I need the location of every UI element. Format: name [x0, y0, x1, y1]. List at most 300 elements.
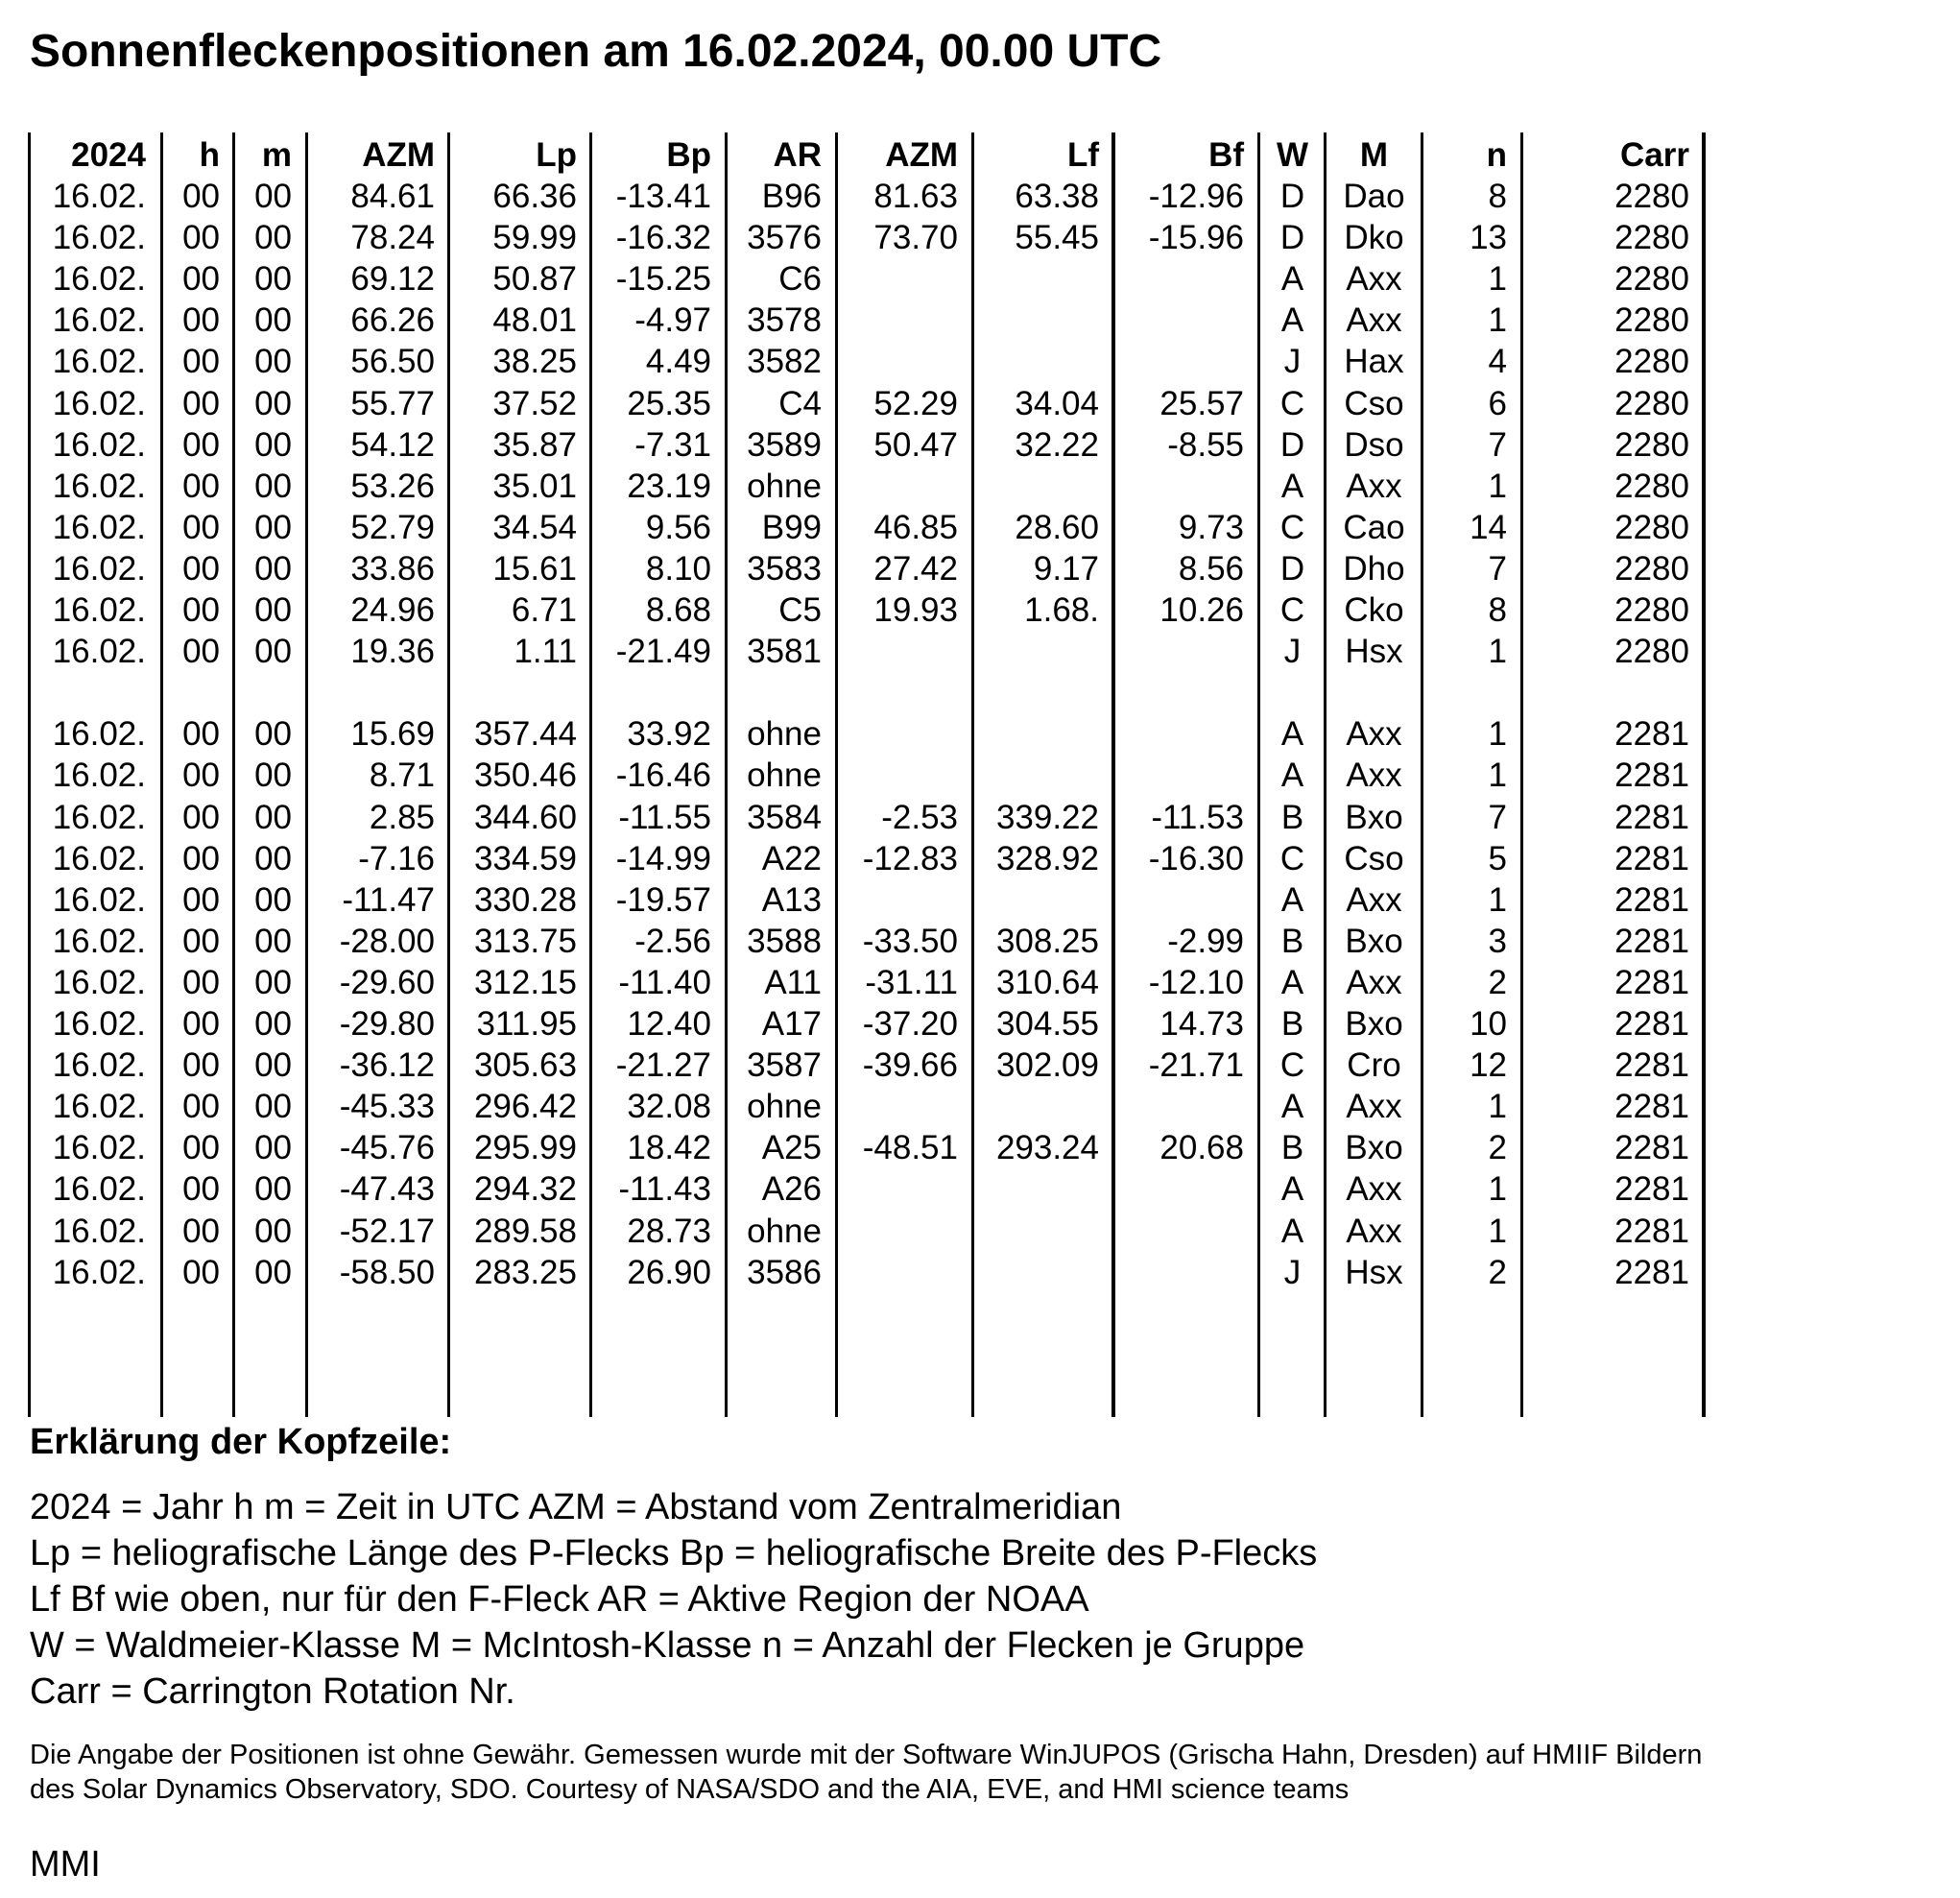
cell-azm-f: 73.70	[873, 219, 958, 256]
header-date: 2024	[71, 136, 146, 174]
cell-carrington: 2281	[1614, 964, 1689, 1001]
cell-minute: 00	[254, 1129, 292, 1166]
cell-bp: -19.57	[615, 881, 711, 919]
cell-waldmeier: A	[1280, 1088, 1304, 1125]
cell-hour: 00	[182, 509, 220, 546]
cell-bp: -11.40	[618, 964, 711, 1001]
cell-spot-count: 1	[1488, 260, 1507, 298]
cell-bp: -21.49	[615, 633, 711, 670]
cell-carrington: 2281	[1614, 1088, 1689, 1125]
cell-azm-p: 56.50	[350, 343, 435, 380]
cell-mcintosh: Cko	[1344, 591, 1404, 629]
cell-bp: 28.73	[627, 1213, 711, 1250]
cell-date: 16.02.	[52, 509, 146, 546]
cell-bf: 9.73	[1178, 509, 1244, 546]
cell-ar: ohne	[747, 757, 822, 794]
cell-bf: -21.71	[1148, 1046, 1244, 1084]
cell-ar: A26	[761, 1170, 822, 1208]
cell-azm-f: 81.63	[873, 178, 958, 215]
cell-azm-p: -29.60	[339, 964, 435, 1001]
cell-lf: 32.22	[1015, 426, 1099, 464]
cell-bf	[1052, 1211, 1244, 1252]
cell-lp: 334.59	[473, 840, 577, 877]
cell-date: 16.02.	[52, 426, 146, 464]
cell-spot-count: 14	[1470, 509, 1507, 546]
cell-spot-count: 1	[1488, 1088, 1507, 1125]
cell-spot-count: 10	[1470, 1005, 1507, 1043]
cell-waldmeier: A	[1280, 468, 1304, 505]
cell-date: 16.02.	[52, 219, 146, 256]
cell-spot-count: 8	[1488, 591, 1507, 629]
header-carrington: Carr	[1620, 136, 1689, 174]
cell-lp: 48.01	[492, 301, 577, 339]
cell-lf: 9.17	[1033, 550, 1099, 588]
cell-waldmeier: C	[1279, 385, 1305, 422]
cell-lp: 295.99	[473, 1129, 577, 1166]
cell-ar: A25	[761, 1129, 822, 1166]
cell-carrington: 2281	[1614, 799, 1689, 836]
cell-carrington: 2281	[1614, 881, 1689, 919]
cell-bp: 25.35	[627, 385, 711, 422]
cell-waldmeier: C	[1279, 591, 1305, 629]
disclaimer-line: Die Angabe der Positionen ist ohne Gewähr. Gemessen wurde mit der Software WinJUPOS (Grischa Hahn, Dresden) auf HMIIF Bildern	[30, 1740, 1703, 1770]
cell-carrington: 2280	[1614, 550, 1689, 588]
cell-bf	[1052, 466, 1244, 507]
cell-bf: -15.96	[1148, 219, 1244, 256]
cell-date: 16.02.	[52, 1005, 146, 1043]
cell-mcintosh: Axx	[1346, 1213, 1402, 1250]
cell-bf: 8.56	[1178, 550, 1244, 588]
cell-azm-f: 46.85	[873, 509, 958, 546]
cell-spot-count: 2	[1488, 1129, 1507, 1166]
cell-bf	[1052, 713, 1244, 755]
cell-ar: A17	[761, 1005, 822, 1043]
cell-ar: 3576	[747, 219, 822, 256]
cell-carrington: 2281	[1614, 1254, 1689, 1291]
cell-waldmeier: J	[1283, 343, 1302, 380]
cell-spot-count: 4	[1488, 343, 1507, 380]
cell-spot-count: 12	[1470, 1046, 1507, 1084]
cell-spot-count: 1	[1488, 881, 1507, 919]
cell-minute: 00	[254, 509, 292, 546]
legend-line: W = Waldmeier-Klasse M = McIntosh-Klasse n = Anzahl der Flecken je Gruppe	[30, 1625, 1305, 1666]
cell-bf: -11.53	[1151, 799, 1244, 836]
cell-minute: 00	[254, 219, 292, 256]
page-title: Sonnenfleckenpositionen am 16.02.2024, 00.00 UTC	[30, 26, 1162, 77]
cell-azm-p: 54.12	[350, 426, 435, 464]
cell-bp: 26.90	[627, 1254, 711, 1291]
header-hour: h	[199, 136, 220, 174]
cell-hour: 00	[182, 757, 220, 794]
cell-mcintosh: Hsx	[1345, 1254, 1403, 1291]
cell-bf	[1052, 879, 1244, 921]
cell-bf	[1052, 1168, 1244, 1210]
cell-date: 16.02.	[52, 1129, 146, 1166]
cell-azm-p: -45.33	[339, 1088, 435, 1125]
header-azm-p: AZM	[362, 136, 435, 174]
cell-lf: 302.09	[995, 1046, 1099, 1084]
cell-lf: 63.38	[1015, 178, 1099, 215]
cell-mcintosh: Dao	[1343, 178, 1405, 215]
cell-lp: 50.87	[492, 260, 577, 298]
cell-waldmeier: A	[1280, 1170, 1304, 1208]
cell-hour: 00	[182, 923, 220, 960]
cell-carrington: 2280	[1614, 178, 1689, 215]
cell-lp: 37.52	[492, 385, 577, 422]
cell-carrington: 2281	[1614, 1129, 1689, 1166]
cell-ar: A22	[761, 840, 822, 877]
cell-azm-p: -28.00	[339, 923, 435, 960]
cell-lf: 304.55	[995, 1005, 1099, 1043]
cell-minute: 00	[254, 260, 292, 298]
cell-waldmeier: A	[1280, 301, 1304, 339]
cell-ar: 3587	[747, 1046, 822, 1084]
cell-waldmeier: D	[1279, 426, 1305, 464]
cell-spot-count: 2	[1488, 964, 1507, 1001]
cell-ar: ohne	[747, 1088, 822, 1125]
cell-azm-p: 15.69	[350, 715, 435, 753]
cell-bf	[1052, 1252, 1244, 1293]
cell-waldmeier: A	[1280, 260, 1304, 298]
cell-minute: 00	[254, 840, 292, 877]
cell-date: 16.02.	[52, 550, 146, 588]
cell-hour: 00	[182, 1129, 220, 1166]
cell-bp: -4.97	[634, 301, 711, 339]
cell-azm-f: -2.53	[881, 799, 958, 836]
cell-hour: 00	[182, 1254, 220, 1291]
cell-lp: 305.63	[473, 1046, 577, 1084]
cell-minute: 00	[254, 715, 292, 753]
cell-bp: -15.25	[615, 260, 711, 298]
cell-date: 16.02.	[52, 385, 146, 422]
cell-spot-count: 3	[1488, 923, 1507, 960]
cell-azm-f: 50.47	[873, 426, 958, 464]
cell-lp: 296.42	[473, 1088, 577, 1125]
cell-bp: 18.42	[627, 1129, 711, 1166]
cell-spot-count: 1	[1488, 468, 1507, 505]
cell-waldmeier: C	[1279, 509, 1305, 546]
cell-waldmeier: B	[1280, 1005, 1304, 1043]
cell-bf: 20.68	[1159, 1129, 1244, 1166]
cell-mcintosh: Bxo	[1345, 923, 1403, 960]
cell-waldmeier: B	[1280, 799, 1304, 836]
cell-waldmeier: A	[1280, 1213, 1304, 1250]
cell-date: 16.02.	[52, 840, 146, 877]
cell-carrington: 2281	[1614, 757, 1689, 794]
cell-carrington: 2280	[1614, 509, 1689, 546]
legend-line: Lf Bf wie oben, nur für den F-Fleck AR = Aktive Region der NOAA	[30, 1579, 1089, 1620]
cell-mcintosh: Axx	[1346, 468, 1402, 505]
cell-azm-p: -7.16	[358, 840, 435, 877]
cell-bp: -13.41	[615, 178, 711, 215]
cell-spot-count: 13	[1470, 219, 1507, 256]
cell-bf: 10.26	[1159, 591, 1244, 629]
cell-bp: 12.40	[627, 1005, 711, 1043]
cell-bf	[1052, 631, 1244, 672]
cell-waldmeier: D	[1279, 219, 1305, 256]
cell-bp: -21.27	[615, 1046, 711, 1084]
cell-lp: 311.95	[476, 1005, 577, 1043]
cell-spot-count: 7	[1488, 799, 1507, 836]
cell-lf: 1.68.	[1024, 591, 1099, 629]
cell-carrington: 2280	[1614, 260, 1689, 298]
cell-azm-p: -11.47	[342, 881, 435, 919]
cell-azm-p: 52.79	[350, 509, 435, 546]
cell-ar: 3581	[747, 633, 822, 670]
header-mcintosh: M	[1359, 136, 1389, 174]
cell-minute: 00	[254, 1254, 292, 1291]
cell-date: 16.02.	[52, 591, 146, 629]
cell-azm-p: -47.43	[339, 1170, 435, 1208]
cell-waldmeier: B	[1280, 1129, 1304, 1166]
cell-bp: -11.55	[618, 799, 711, 836]
cell-bf	[1052, 755, 1244, 796]
cell-hour: 00	[182, 550, 220, 588]
cell-waldmeier: D	[1279, 178, 1305, 215]
cell-minute: 00	[254, 550, 292, 588]
cell-azm-p: 8.71	[369, 757, 435, 794]
cell-mcintosh: Axx	[1346, 1170, 1402, 1208]
cell-date: 16.02.	[52, 1088, 146, 1125]
cell-ar: 3583	[747, 550, 822, 588]
cell-hour: 00	[182, 178, 220, 215]
cell-minute: 00	[254, 1046, 292, 1084]
cell-spot-count: 1	[1488, 757, 1507, 794]
cell-lp: 357.44	[473, 715, 577, 753]
cell-ar: 3589	[747, 426, 822, 464]
cell-lf: 55.45	[1015, 219, 1099, 256]
cell-bp: 23.19	[627, 468, 711, 505]
cell-bf	[1052, 341, 1244, 382]
cell-waldmeier: J	[1283, 1254, 1302, 1291]
cell-spot-count: 2	[1488, 1254, 1507, 1291]
cell-bf: -8.55	[1167, 426, 1244, 464]
cell-azm-f: 27.42	[873, 550, 958, 588]
cell-mcintosh: Dko	[1344, 219, 1404, 256]
cell-hour: 00	[182, 468, 220, 505]
cell-lp: 6.71	[511, 591, 577, 629]
cell-azm-p: -36.12	[339, 1046, 435, 1084]
cell-bf	[1052, 300, 1244, 341]
cell-spot-count: 7	[1488, 426, 1507, 464]
cell-waldmeier: J	[1283, 633, 1302, 670]
cell-ar: 3582	[747, 343, 822, 380]
cell-lp: 344.60	[473, 799, 577, 836]
cell-date: 16.02.	[52, 923, 146, 960]
cell-azm-p: 78.24	[350, 219, 435, 256]
cell-carrington: 2280	[1614, 301, 1689, 339]
cell-lf: 308.25	[995, 923, 1099, 960]
cell-azm-f: 52.29	[873, 385, 958, 422]
cell-hour: 00	[182, 591, 220, 629]
header-bf: Bf	[1208, 136, 1244, 174]
cell-carrington: 2281	[1614, 923, 1689, 960]
cell-bp: -16.46	[615, 757, 711, 794]
cell-date: 16.02.	[52, 1213, 146, 1250]
cell-hour: 00	[182, 260, 220, 298]
header-ar: AR	[773, 136, 822, 174]
cell-minute: 00	[254, 633, 292, 670]
cell-date: 16.02.	[52, 1170, 146, 1208]
cell-azm-p: -45.76	[339, 1129, 435, 1166]
cell-lp: 289.58	[473, 1213, 577, 1250]
cell-mcintosh: Axx	[1346, 715, 1402, 753]
cell-mcintosh: Axx	[1346, 260, 1402, 298]
cell-minute: 00	[254, 1088, 292, 1125]
cell-minute: 00	[254, 799, 292, 836]
cell-lp: 35.01	[492, 468, 577, 505]
cell-lf: 293.24	[995, 1129, 1099, 1166]
cell-mcintosh: Bxo	[1345, 799, 1403, 836]
cell-ar: ohne	[747, 468, 822, 505]
cell-bp: -7.31	[634, 426, 711, 464]
legend-line: Lp = heliografische Länge des P-Flecks Bp = heliografische Breite des P-Flecks	[30, 1533, 1318, 1574]
cell-ar: C4	[778, 385, 822, 422]
cell-minute: 00	[254, 343, 292, 380]
cell-ar: A13	[761, 881, 822, 919]
column-divider	[1257, 132, 1260, 1417]
cell-waldmeier: C	[1279, 840, 1305, 877]
cell-bp: -14.99	[615, 840, 711, 877]
cell-date: 16.02.	[52, 799, 146, 836]
cell-date: 16.02.	[52, 757, 146, 794]
cell-hour: 00	[182, 840, 220, 877]
cell-mcintosh: Axx	[1346, 964, 1402, 1001]
cell-minute: 00	[254, 1005, 292, 1043]
cell-ar: 3586	[747, 1254, 822, 1291]
cell-spot-count: 5	[1488, 840, 1507, 877]
cell-ar: C6	[778, 260, 822, 298]
cell-azm-p: -58.50	[339, 1254, 435, 1291]
cell-hour: 00	[182, 799, 220, 836]
cell-waldmeier: D	[1279, 550, 1305, 588]
cell-azm-f: 19.93	[873, 591, 958, 629]
cell-bf	[1052, 258, 1244, 300]
cell-mcintosh: Axx	[1346, 757, 1402, 794]
cell-lf: 34.04	[1015, 385, 1099, 422]
cell-hour: 00	[182, 301, 220, 339]
cell-lp: 35.87	[492, 426, 577, 464]
cell-mcintosh: Axx	[1346, 881, 1402, 919]
cell-mcintosh: Cso	[1344, 385, 1404, 422]
header-lp: Lp	[536, 136, 577, 174]
column-divider	[1702, 132, 1706, 1417]
cell-mcintosh: Cro	[1347, 1046, 1401, 1084]
cell-mcintosh: Hsx	[1345, 633, 1403, 670]
cell-ar: C5	[778, 591, 822, 629]
cell-date: 16.02.	[52, 343, 146, 380]
cell-date: 16.02.	[52, 715, 146, 753]
cell-lf: 310.64	[995, 964, 1099, 1001]
cell-carrington: 2280	[1614, 385, 1689, 422]
cell-lp: 66.36	[492, 178, 577, 215]
cell-carrington: 2280	[1614, 426, 1689, 464]
cell-bf: -2.99	[1167, 923, 1244, 960]
cell-lp: 330.28	[473, 881, 577, 919]
legend-title: Erklärung der Kopfzeile:	[30, 1422, 452, 1462]
cell-bp: 33.92	[627, 715, 711, 753]
cell-minute: 00	[254, 1170, 292, 1208]
header-spot-count: n	[1486, 136, 1507, 174]
cell-bf: 14.73	[1159, 1005, 1244, 1043]
cell-mcintosh: Axx	[1346, 301, 1402, 339]
cell-bf: -16.30	[1148, 840, 1244, 877]
cell-hour: 00	[182, 881, 220, 919]
cell-lp: 38.25	[492, 343, 577, 380]
cell-spot-count: 1	[1488, 1170, 1507, 1208]
cell-bp: 32.08	[627, 1088, 711, 1125]
cell-date: 16.02.	[52, 301, 146, 339]
cell-date: 16.02.	[52, 468, 146, 505]
cell-azm-p: 33.86	[350, 550, 435, 588]
cell-lf: 28.60	[1015, 509, 1099, 546]
cell-lp: 34.54	[492, 509, 577, 546]
cell-bf: -12.96	[1148, 178, 1244, 215]
cell-spot-count: 1	[1488, 715, 1507, 753]
cell-minute: 00	[254, 923, 292, 960]
cell-mcintosh: Dho	[1343, 550, 1405, 588]
cell-ar: 3584	[747, 799, 822, 836]
cell-carrington: 2281	[1614, 840, 1689, 877]
cell-spot-count: 1	[1488, 301, 1507, 339]
cell-minute: 00	[254, 1213, 292, 1250]
cell-ar: B96	[761, 178, 822, 215]
cell-date: 16.02.	[52, 1254, 146, 1291]
cell-carrington: 2280	[1614, 633, 1689, 670]
cell-mcintosh: Dso	[1344, 426, 1404, 464]
cell-mcintosh: Axx	[1346, 1088, 1402, 1125]
cell-hour: 00	[182, 1005, 220, 1043]
cell-bf: 25.57	[1159, 385, 1244, 422]
cell-bp: -2.56	[634, 923, 711, 960]
cell-azm-p: 84.61	[350, 178, 435, 215]
cell-azm-f: -33.50	[862, 923, 958, 960]
cell-mcintosh: Bxo	[1345, 1129, 1403, 1166]
cell-date: 16.02.	[52, 881, 146, 919]
cell-minute: 00	[254, 964, 292, 1001]
cell-spot-count: 7	[1488, 550, 1507, 588]
cell-azm-p: 66.26	[350, 301, 435, 339]
cell-ar: B99	[761, 509, 822, 546]
cell-azm-p: 19.36	[350, 633, 435, 670]
cell-mcintosh: Hax	[1344, 343, 1404, 380]
cell-minute: 00	[254, 385, 292, 422]
cell-hour: 00	[182, 426, 220, 464]
cell-ar: ohne	[747, 1213, 822, 1250]
cell-waldmeier: A	[1280, 964, 1304, 1001]
cell-waldmeier: C	[1279, 1046, 1305, 1084]
cell-azm-p: -52.17	[339, 1213, 435, 1250]
cell-spot-count: 1	[1488, 633, 1507, 670]
legend-line: 2024 = Jahr h m = Zeit in UTC AZM = Abstand vom Zentralmeridian	[30, 1487, 1122, 1527]
header-minute: m	[261, 136, 292, 174]
cell-azm-p: 55.77	[350, 385, 435, 422]
cell-hour: 00	[182, 715, 220, 753]
cell-azm-f: -12.83	[862, 840, 958, 877]
cell-mcintosh: Cso	[1344, 840, 1404, 877]
cell-hour: 00	[182, 343, 220, 380]
cell-carrington: 2281	[1614, 1170, 1689, 1208]
cell-bp: 8.10	[645, 550, 711, 588]
author-signature: MMI	[30, 1844, 101, 1885]
cell-bp: 4.49	[645, 343, 711, 380]
cell-azm-p: 2.85	[369, 799, 435, 836]
cell-spot-count: 8	[1488, 178, 1507, 215]
header-waldmeier: W	[1276, 136, 1309, 174]
cell-date: 16.02.	[52, 1046, 146, 1084]
cell-bf: -12.10	[1148, 964, 1244, 1001]
cell-ar: A11	[764, 964, 822, 1001]
